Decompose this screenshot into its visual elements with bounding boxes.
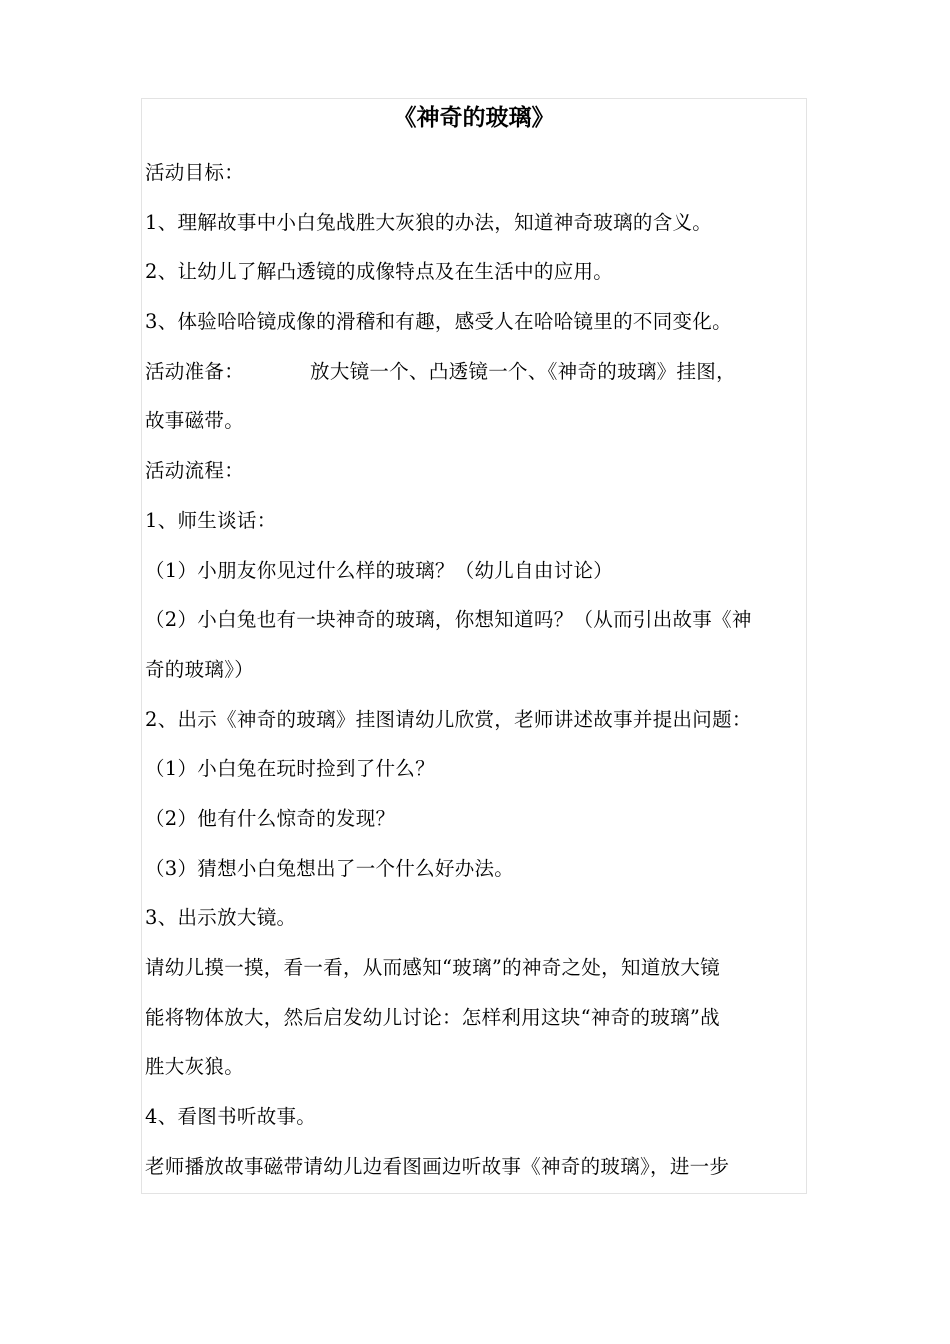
- document-title: 《神奇的玻璃》: [393, 105, 555, 131]
- section-heading-process: 活动流程：: [145, 459, 245, 483]
- paragraph-line: 胜大灰狼。: [145, 1055, 245, 1079]
- process-step-2: 2、出示《神奇的玻璃》挂图请幼儿欣赏，老师讲述故事并提出问题：: [145, 707, 752, 731]
- goal-item-3: 3、体验哈哈镜成像的滑稽和有趣，感受人在哈哈镜里的不同变化。: [145, 310, 732, 334]
- goal-item-2: 2、让幼儿了解凸透镜的成像特点及在生活中的应用。: [145, 260, 614, 284]
- preparation-value: 放大镜一个、凸透镜一个、《神奇的玻璃》挂图，: [310, 359, 736, 383]
- section-heading-goals: 活动目标：: [145, 161, 245, 184]
- process-step-4: 4、看图书听故事。: [145, 1105, 317, 1129]
- process-substep-continued: 奇的玻璃》）: [145, 657, 255, 681]
- preparation-line: [145, 347, 821, 397]
- process-substep: （2）他有什么惊奇的发现？: [145, 806, 396, 830]
- process-substep: （1）小白兔在玩时捡到了什么？: [145, 757, 435, 781]
- process-substep: （3）猜想小白兔想出了一个什么好办法。: [145, 856, 515, 880]
- process-step-3: 3、出示放大镜。: [145, 906, 297, 930]
- process-step-1: 1、师生谈话：: [145, 508, 277, 532]
- paragraph-line: 能将物体放大，然后启发幼儿讨论：怎样利用这块“神奇的玻璃”战: [145, 1005, 720, 1029]
- paragraph-line: 老师播放故事磁带请幼儿边看图画边听故事《神奇的玻璃》，进一步: [145, 1154, 730, 1178]
- preparation-continued: 故事磁带。: [145, 409, 245, 433]
- paragraph-line: 请幼儿摸一摸，看一看，从而感知“玻璃”的神奇之处，知道放大镜: [145, 956, 720, 979]
- preparation-label: 活动准备：: [145, 359, 245, 383]
- process-substep: （1）小朋友你见过什么样的玻璃？（幼儿自由讨论）: [145, 558, 614, 582]
- process-substep: （2）小白兔也有一块神奇的玻璃，你想知道吗？（从而引出故事《神: [145, 608, 752, 632]
- document-body: [145, 148, 821, 1191]
- goal-item-1: 1、理解故事中小白兔战胜大灰狼的办法，知道神奇玻璃的含义。: [145, 210, 713, 234]
